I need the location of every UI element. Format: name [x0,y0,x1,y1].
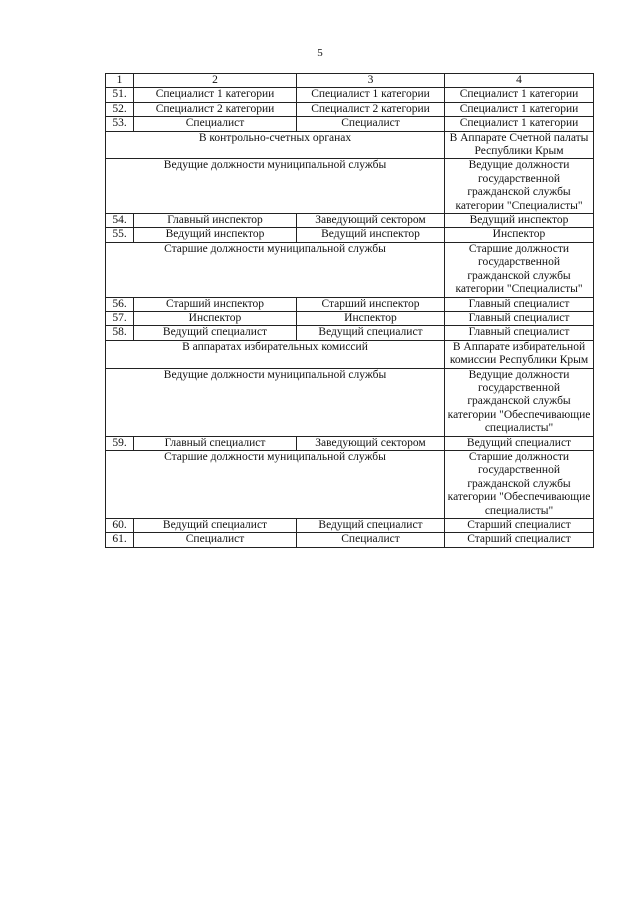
state-position: Специалист 1 категории [445,88,594,102]
section-heading: В аппаратах избирательных комиссий [106,340,445,368]
group-heading: Старшие должности муниципальной службы [106,450,445,518]
table-row [106,297,594,311]
header-cell: 4 [445,74,594,88]
row-number: 60. [106,519,134,533]
group-heading-state: Ведущие должности государственной гражданской службы категории "Обеспечивающие специалисты" [445,368,594,436]
header-cell: 3 [297,74,445,88]
municipal-position: Специалист [134,117,297,131]
state-position: Главный специалист [445,326,594,340]
municipal-position-alt: Ведущий специалист [297,519,445,533]
section-row [106,131,594,159]
table-row [106,311,594,325]
row-number: 59. [106,436,134,450]
municipal-position-alt: Инспектор [297,311,445,325]
municipal-position-alt: Специалист [297,117,445,131]
municipal-position-alt: Специалист 1 категории [297,88,445,102]
section-row [106,340,594,368]
municipal-position-alt: Старший инспектор [297,297,445,311]
header-cell: 1 [106,74,134,88]
table-row [106,326,594,340]
group-heading-state: Старшие должности государственной гражданской службы категории "Специалисты" [445,242,594,297]
table-row [106,436,594,450]
municipal-position: Старший инспектор [134,297,297,311]
state-position: Старший специалист [445,533,594,547]
section-row [106,242,594,297]
table-row [106,214,594,228]
state-position: Специалист 1 категории [445,117,594,131]
section-row [106,159,594,214]
table-row [106,519,594,533]
municipal-position: Ведущий специалист [134,326,297,340]
positions-table [105,73,594,548]
table-row [106,102,594,116]
municipal-position-alt: Ведущий специалист [297,326,445,340]
header-cell: 2 [134,74,297,88]
table-header-row [106,74,594,88]
municipal-position-alt: Ведущий инспектор [297,228,445,242]
municipal-position: Специалист [134,533,297,547]
state-position: Специалист 1 категории [445,102,594,116]
state-position: Ведущий инспектор [445,214,594,228]
table-row [106,88,594,102]
row-number: 58. [106,326,134,340]
row-number: 55. [106,228,134,242]
municipal-position: Специалист 2 категории [134,102,297,116]
municipal-position-alt: Специалист [297,533,445,547]
state-position: Главный специалист [445,311,594,325]
municipal-position: Ведущий инспектор [134,228,297,242]
state-position: Старший специалист [445,519,594,533]
group-heading: Старшие должности муниципальной службы [106,242,445,297]
row-number: 51. [106,88,134,102]
page-number: 5 [317,47,323,59]
section-row [106,368,594,436]
group-heading-state: Ведущие должности государственной гражданской службы категории "Специалисты" [445,159,594,214]
municipal-position: Инспектор [134,311,297,325]
row-number: 56. [106,297,134,311]
group-heading: Ведущие должности муниципальной службы [106,159,445,214]
municipal-position-alt: Специалист 2 категории [297,102,445,116]
row-number: 61. [106,533,134,547]
group-heading-state: Старшие должности государственной гражданской службы категории "Обеспечивающие специалисты" [445,450,594,518]
state-position: Инспектор [445,228,594,242]
row-number: 57. [106,311,134,325]
municipal-position: Специалист 1 категории [134,88,297,102]
section-heading-state: В Аппарате избирательной комиссии Республики Крым [445,340,594,368]
table-row [106,533,594,547]
row-number: 54. [106,214,134,228]
table-row [106,117,594,131]
row-number: 53. [106,117,134,131]
section-row [106,450,594,518]
state-position: Главный специалист [445,297,594,311]
municipal-position: Главный инспектор [134,214,297,228]
municipal-position-alt: Заведующий сектором [297,436,445,450]
group-heading: Ведущие должности муниципальной службы [106,368,445,436]
table-row [106,228,594,242]
section-heading-state: В Аппарате Счетной палаты Республики Крым [445,131,594,159]
municipal-position-alt: Заведующий сектором [297,214,445,228]
municipal-position: Главный специалист [134,436,297,450]
section-heading: В контрольно-счетных органах [106,131,445,159]
state-position: Ведущий специалист [445,436,594,450]
row-number: 52. [106,102,134,116]
municipal-position: Ведущий специалист [134,519,297,533]
